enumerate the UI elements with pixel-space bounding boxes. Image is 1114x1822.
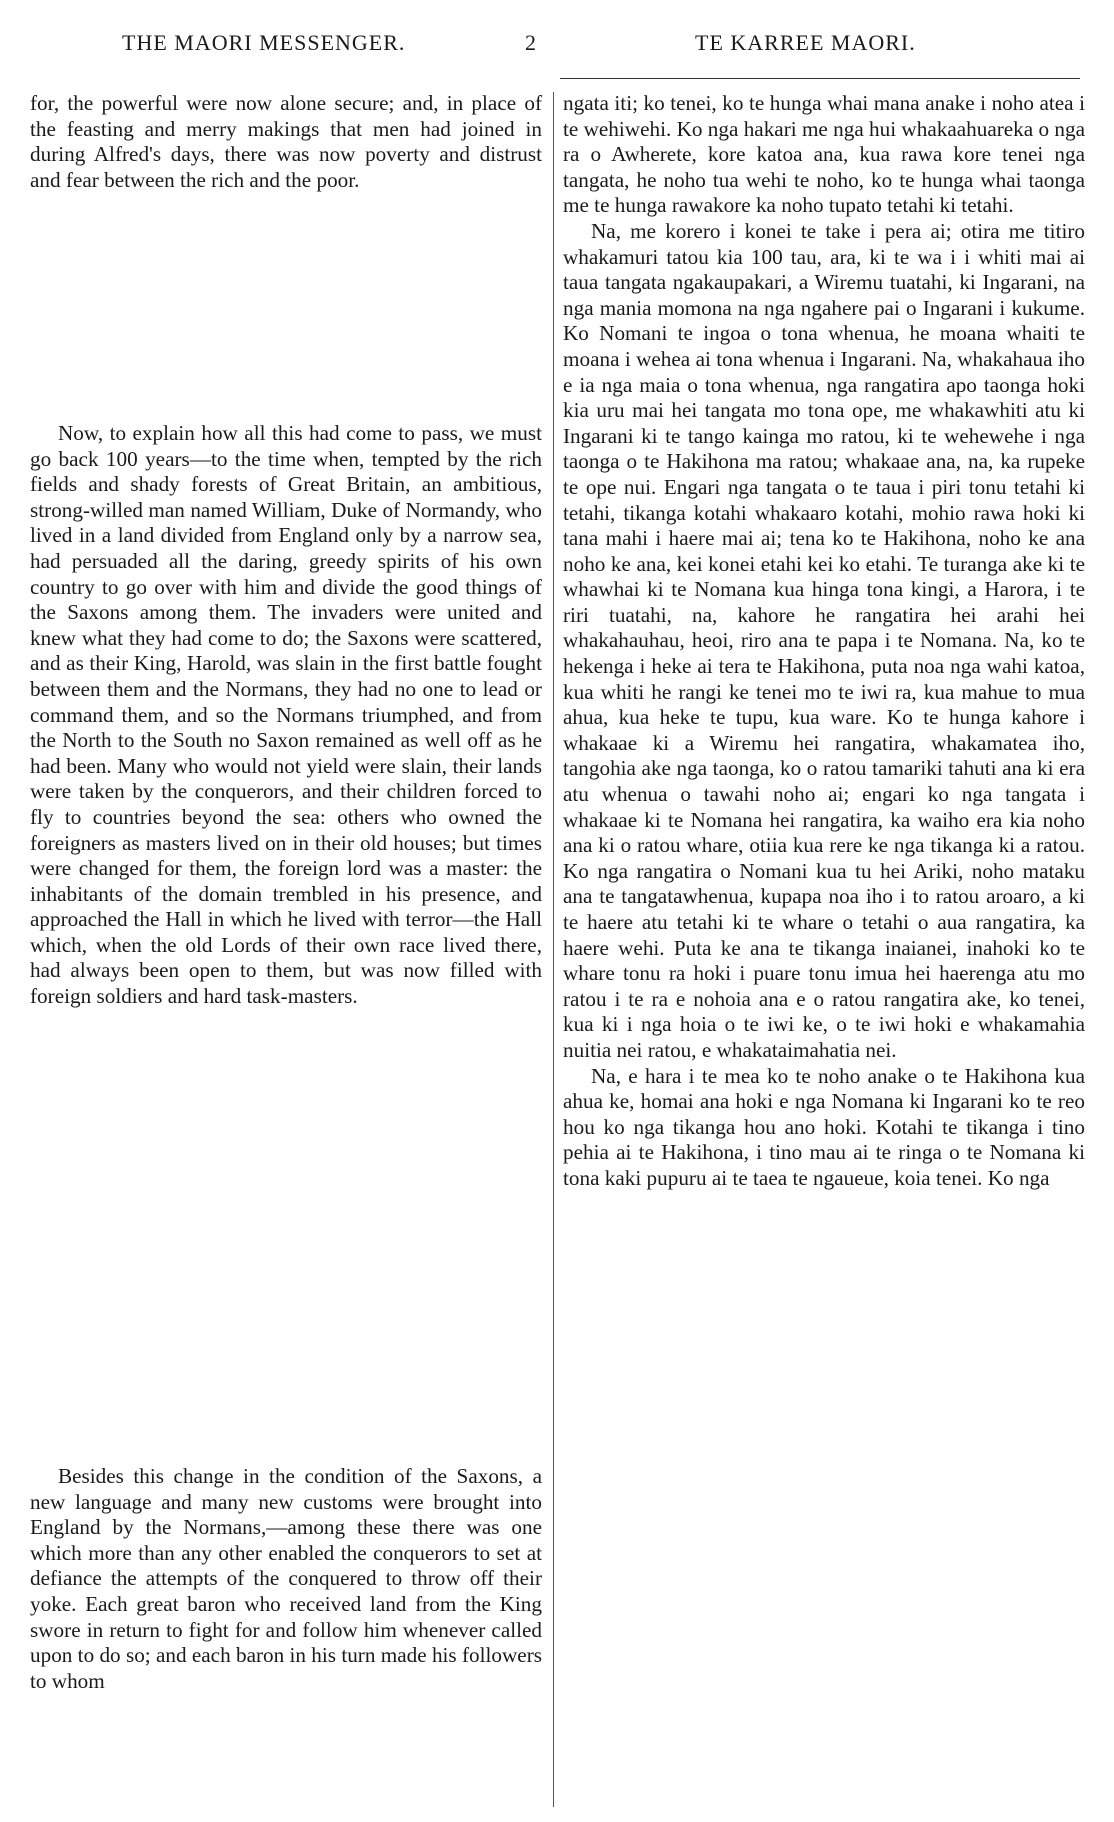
header-title-english: THE MAORI MESSENGER. xyxy=(122,30,406,55)
english-paragraph-1 xyxy=(30,91,542,193)
english-paragraph-3 xyxy=(30,1464,542,1694)
paragraph-text: Now, to explain how all this had come to pass, we must go back 100 years—to the time when, tempted by the rich fields and shady forests of Great Britain, an ambitious, strong-willed man named William, Duke of Normandy, who lived in a land divided from England only by a narrow sea, had persuaded all the daring, greedy spirits of his own country to go over with him and divide the good things of the Saxons among them. The invaders were united and knew what they had come to do; the Saxons were scattered, and as their King, Harold, was slain in the first battle fought between them and the Normans, they had no one to lead or command them, and so the Normans triumphed, and from the North to the South no Saxon remained as well off as he had been. Many who would not yield were slain, their lands were taken by the conquerors, and their children forced to fly to countries beyond the sea: others who owned the foreigners as masters lived on in their old houses; but times were changed for them, the foreign lord was a master: the inhabitants of the domain trembled in his presence, and approached the Hall in which he lived with terror—the Hall which, when the old Lords of their own race lived there, had always been open to them, but was now filled with foreign soldiers and hard task-masters. xyxy=(30,421,542,1009)
english-paragraph-2 xyxy=(30,421,542,1010)
maori-column xyxy=(563,91,1085,1192)
page-header xyxy=(20,30,1094,70)
column-divider xyxy=(553,92,554,1807)
header-title-maori: TE KARREE MAORI. xyxy=(695,30,916,55)
maori-paragraph-2: Na, me korero i konei te take i pera ai; otira me titiro whakamuri tatou kia 100 tau, ara, ki te wa i i whiti mai ai taua tangata ngakaupakari, a Wiremu tuatahi, ki Ingarani, na nga mania momona na nga ngahere pai o Ingarani i kukume. Ko Nomani te ingoa o tona whenua, he moana whaiti te moana i wehea ai tona whenua i Ingarani. Na, whakahaua iho e ia nga maia o tona whenua, nga rangatira apo taonga hoki kia uru mai hei tangata mo tona ope, me whakawhiti atu ki Ingarani ki te tango kainga mo ratou, ki te wehewehe i nga taonga o te Hakihona ma ratou; whakaae ana, na, ka rupeke te ope nui. Engari nga tangata o te taua i piri tonu tetahi ki tetahi, tikanga kotahi whakaaro kotahi, mohio rawa hoki ki tana mahi i haere mai ai; tena ko te Hakihona, noho ke ana noho ke ana, kei konei etahi kei ko etahi. Te turanga ake ki te whawhai ki te Nomana kua hinga tona kingi, a Harora, i te riri tuatahi, na, kahore he rangatira hei arahi hei whakahauhau, heoi, riro ana te papa i te Nomana. Na, ko te hekenga i heke ai tera te Hakihona, puta noa nga wahi katoa, kua whiti he rangi ke tenei mo te iwi ra, kua mahue to mua ahua, kua heke te tupu, kua ware. Ko te hunga kahore i whakaae ki a Wiremu hei rangatira, whakamatea iho, tangohia ake nga taonga, ko o ratou tamariki tahuti ana ki era atu whenua o tawahi noho ai; engari ko nga tangata i whakaae ki te Nomana hei rangatira, ka waiho era kia noho ana ki o ratou whare, otiia kua rere ke nga tikanga ki a ratou. Ko nga rangatira o Nomani kua tu hei Ariki, noho mataku ana te tangatawhenua, kupapa noa iho i to ratou aroaro, a ki te haere atu tetahi ki te whare o tetahi o aua rangatira, ka haere wehi. Puta ke ana te tikanga inaianei, inahoki ko te whare tonu ra hoki i puare tonu imua hei haerenga atu mo ratou i te ra e nohoia ana e o ratou rangatira ake, ko tenei, kua ki i nga hoia o te iwi ke, o te iwi hoki e whakamahia nuitia nei ratou, e whakataimahatia nei. xyxy=(563,218,1085,1062)
paragraph-text: Besides this change in the condition of the Saxons, a new language and many new customs were brought into England by the Normans,—among these there was one which more than any other enabled the conquerors to set at defiance the attempts of the conquered to throw off their yoke. Each great baron who received land from the King swore in return to fight for and follow him whenever called upon to do so; and each baron in his turn made his followers to whom xyxy=(30,1464,542,1693)
page-number: 2 xyxy=(525,30,537,55)
maori-paragraph-3: Na, e hara i te mea ko te noho anake o te Hakihona kua ahua ke, homai ana hoki e nga Nomana ki Ingarani ko te reo hou ko nga tikanga hou ano hoki. Kotahi te tikanga i tino pehia ai te Hakihona, i tino mau ai te ringa o te Nomana ki tona kaki pupuru ai te taea te ngaueue, koia tenei. Ko nga xyxy=(563,1063,1085,1190)
paragraph-text: for, the powerful were now alone secure; and, in place of the feasting and merry makings that men had joined in during Alfred's days, there was now poverty and distrust and fear between the rich and the poor. xyxy=(30,91,542,192)
maori-paragraph-1: ngata iti; ko tenei, ko te hunga whai mana anake i noho atea i te wehiwehi. Ko nga hakari me nga hui whakaahuareka o nga ra o Awherete, kore katoa ana, kua rawa kore tenei nga tangata, he noho tua wehi te noho, ko te hunga whai taonga me te hunga rawakore ka noho tupato tetahi ki tetahi. xyxy=(563,91,1085,218)
header-rule xyxy=(560,78,1080,79)
